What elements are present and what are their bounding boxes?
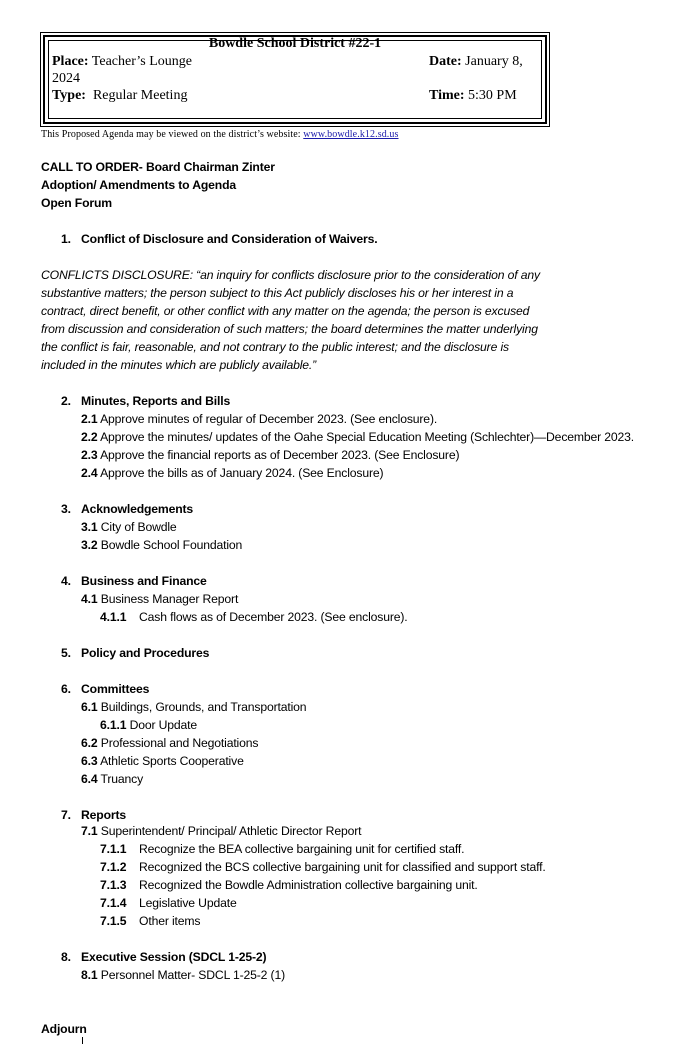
subitem-number: 7.1.1 <box>100 842 127 856</box>
place-label: Place: <box>52 54 89 69</box>
section-number: 5. <box>61 646 71 660</box>
agenda-item <box>81 430 634 444</box>
agenda-item <box>81 754 244 768</box>
section-title: Reports <box>81 808 126 822</box>
item-text: City of Bowdle <box>97 520 177 534</box>
item-text: Superintendent/ Principal/ Athletic Director Report <box>97 824 362 838</box>
disclosure-line: included in the minutes which are publicly available.” <box>41 358 317 372</box>
item-number: 6.4 <box>81 772 98 786</box>
disclosure-line: contract, direct benefit, or other conflict with any matter on the agenda; the person is excused <box>41 304 530 318</box>
date-value: January 8, <box>465 54 523 69</box>
section-4-heading <box>61 574 207 588</box>
item-text: Approve minutes of regular of December 2023. (See enclosure). <box>97 412 438 426</box>
item-number: 2.3 <box>81 448 98 462</box>
section-number: 6. <box>61 682 71 696</box>
item-text: Bowdle School Foundation <box>97 538 243 552</box>
open-forum: Open Forum <box>41 196 112 210</box>
date-year: 2024 <box>52 71 80 86</box>
agenda-item <box>81 736 258 750</box>
subitem-text: Recognize the BEA collective bargaining unit for certified staff. <box>139 842 465 856</box>
subitem-text: Recognized the BCS collective bargaining unit for classified and support staff. <box>139 860 546 874</box>
adoption-amendments: Adoption/ Amendments to Agenda <box>41 178 237 192</box>
disclosure-line: from discussion and consideration of such matters; the board determines the matter underlying <box>41 322 538 336</box>
type-value: Regular Meeting <box>92 88 188 103</box>
section-title: Committees <box>81 682 150 696</box>
section-number: 1. <box>61 232 71 246</box>
disclosure-line: CONFLICTS DISCLOSURE: “an inquiry for conflicts disclosure prior to the consideration of any <box>41 268 540 282</box>
section-6-heading <box>61 682 149 696</box>
agenda-subitem <box>100 914 200 928</box>
subitem-number: 7.1.5 <box>100 914 127 928</box>
agenda-item <box>81 538 242 552</box>
section-5-heading <box>61 646 209 660</box>
item-number: 6.3 <box>81 754 98 768</box>
item-number: 3.2 <box>81 538 98 552</box>
subitem-number: 7.1.2 <box>100 860 127 874</box>
section-title: Acknowledgements <box>81 502 194 516</box>
place-value: Teacher’s Lounge <box>91 54 192 69</box>
item-text: Approve the financial reports as of December 2023. (See Enclosure) <box>97 448 460 462</box>
item-number: 2.2 <box>81 430 98 444</box>
disclosure-line: substantive matters; the person subject to this Act publicly discloses his or her interest in a <box>41 286 514 300</box>
item-number: 7.1 <box>81 824 98 838</box>
section-title: Minutes, Reports and Bills <box>81 394 231 408</box>
agenda-subitem <box>100 610 408 624</box>
call-to-order: CALL TO ORDER- Board Chairman Zinter <box>41 160 275 174</box>
text-cursor <box>82 1037 83 1044</box>
adjourn: Adjourn <box>41 1022 87 1036</box>
section-2-heading <box>61 394 230 408</box>
agenda-item <box>81 824 361 838</box>
disclosure-line: the conflict is fair, reasonable, and not contrary to the public interest; and the disclosure is <box>41 340 509 354</box>
item-text: Personnel Matter- SDCL 1-25-2 (1) <box>97 968 285 982</box>
section-title: Executive Session (SDCL 1-25-2) <box>81 950 267 964</box>
section-title: Policy and Procedures <box>81 646 210 660</box>
item-number: 6.1 <box>81 700 98 714</box>
section-title: Conflict of Disclosure and Consideration of Waivers. <box>81 232 378 246</box>
agenda-subitem <box>100 860 546 874</box>
item-number: 4.1 <box>81 592 98 606</box>
section-number: 2. <box>61 394 71 408</box>
section-7-heading <box>61 808 126 822</box>
subitem-number: 7.1.3 <box>100 878 127 892</box>
item-number: 8.1 <box>81 968 98 982</box>
section-3-heading <box>61 502 193 516</box>
agenda-item <box>81 592 238 606</box>
item-text: Athletic Sports Cooperative <box>97 754 244 768</box>
section-number: 4. <box>61 574 71 588</box>
item-number: 2.4 <box>81 466 98 480</box>
section-1-heading <box>61 232 377 246</box>
item-text: Professional and Negotiations <box>97 736 259 750</box>
agenda-item <box>81 520 177 534</box>
section-8-heading <box>61 950 266 964</box>
type-line <box>52 88 187 104</box>
district-website-link[interactable]: www.bowdle.k12.sd.us <box>303 129 399 140</box>
time-label: Time: <box>429 88 465 103</box>
date-label: Date: <box>429 54 462 69</box>
agenda-item <box>81 466 383 480</box>
item-number: 2.1 <box>81 412 98 426</box>
agenda-item <box>81 448 459 462</box>
item-text: Truancy <box>97 772 144 786</box>
subitem-text: Recognized the Bowdle Administration collective bargaining unit. <box>139 878 478 892</box>
type-label: Type: <box>52 88 86 103</box>
subitem-text: Cash flows as of December 2023. (See enclosure). <box>139 610 408 624</box>
website-notice <box>41 129 399 140</box>
subitem-number: 6.1.1 <box>100 718 127 732</box>
section-number: 7. <box>61 808 71 822</box>
item-text: Business Manager Report <box>97 592 239 606</box>
item-number: 3.1 <box>81 520 98 534</box>
agenda-item <box>81 700 306 714</box>
subitem-text: Other items <box>139 914 201 928</box>
section-number: 8. <box>61 950 71 964</box>
subitem-number: 7.1.4 <box>100 896 127 910</box>
item-text: Approve the bills as of January 2024. (See Enclosure) <box>97 466 384 480</box>
item-text: Approve the minutes/ updates of the Oahe Special Education Meeting (Schlechter)—December 2023. <box>97 430 635 444</box>
subitem-number: 4.1.1 <box>100 610 127 624</box>
agenda-subitem <box>100 842 464 856</box>
notice-text: This Proposed Agenda may be viewed on the district’s website: <box>41 129 304 140</box>
item-number: 6.2 <box>81 736 98 750</box>
subitem-text: Legislative Update <box>139 896 237 910</box>
agenda-item <box>81 968 285 982</box>
section-title: Business and Finance <box>81 574 207 588</box>
date-line <box>429 54 523 70</box>
agenda-subitem <box>100 718 197 732</box>
place-line <box>52 54 192 70</box>
agenda-subitem <box>100 878 478 892</box>
agenda-item <box>81 412 437 426</box>
item-text: Buildings, Grounds, and Transportation <box>97 700 307 714</box>
time-line <box>429 88 517 104</box>
agenda-subitem <box>100 896 237 910</box>
agenda-item <box>81 772 143 786</box>
time-value: 5:30 PM <box>468 88 517 103</box>
section-number: 3. <box>61 502 71 516</box>
subitem-text: Door Update <box>126 718 198 732</box>
district-title: Bowdle School District #22-1 <box>208 36 382 51</box>
